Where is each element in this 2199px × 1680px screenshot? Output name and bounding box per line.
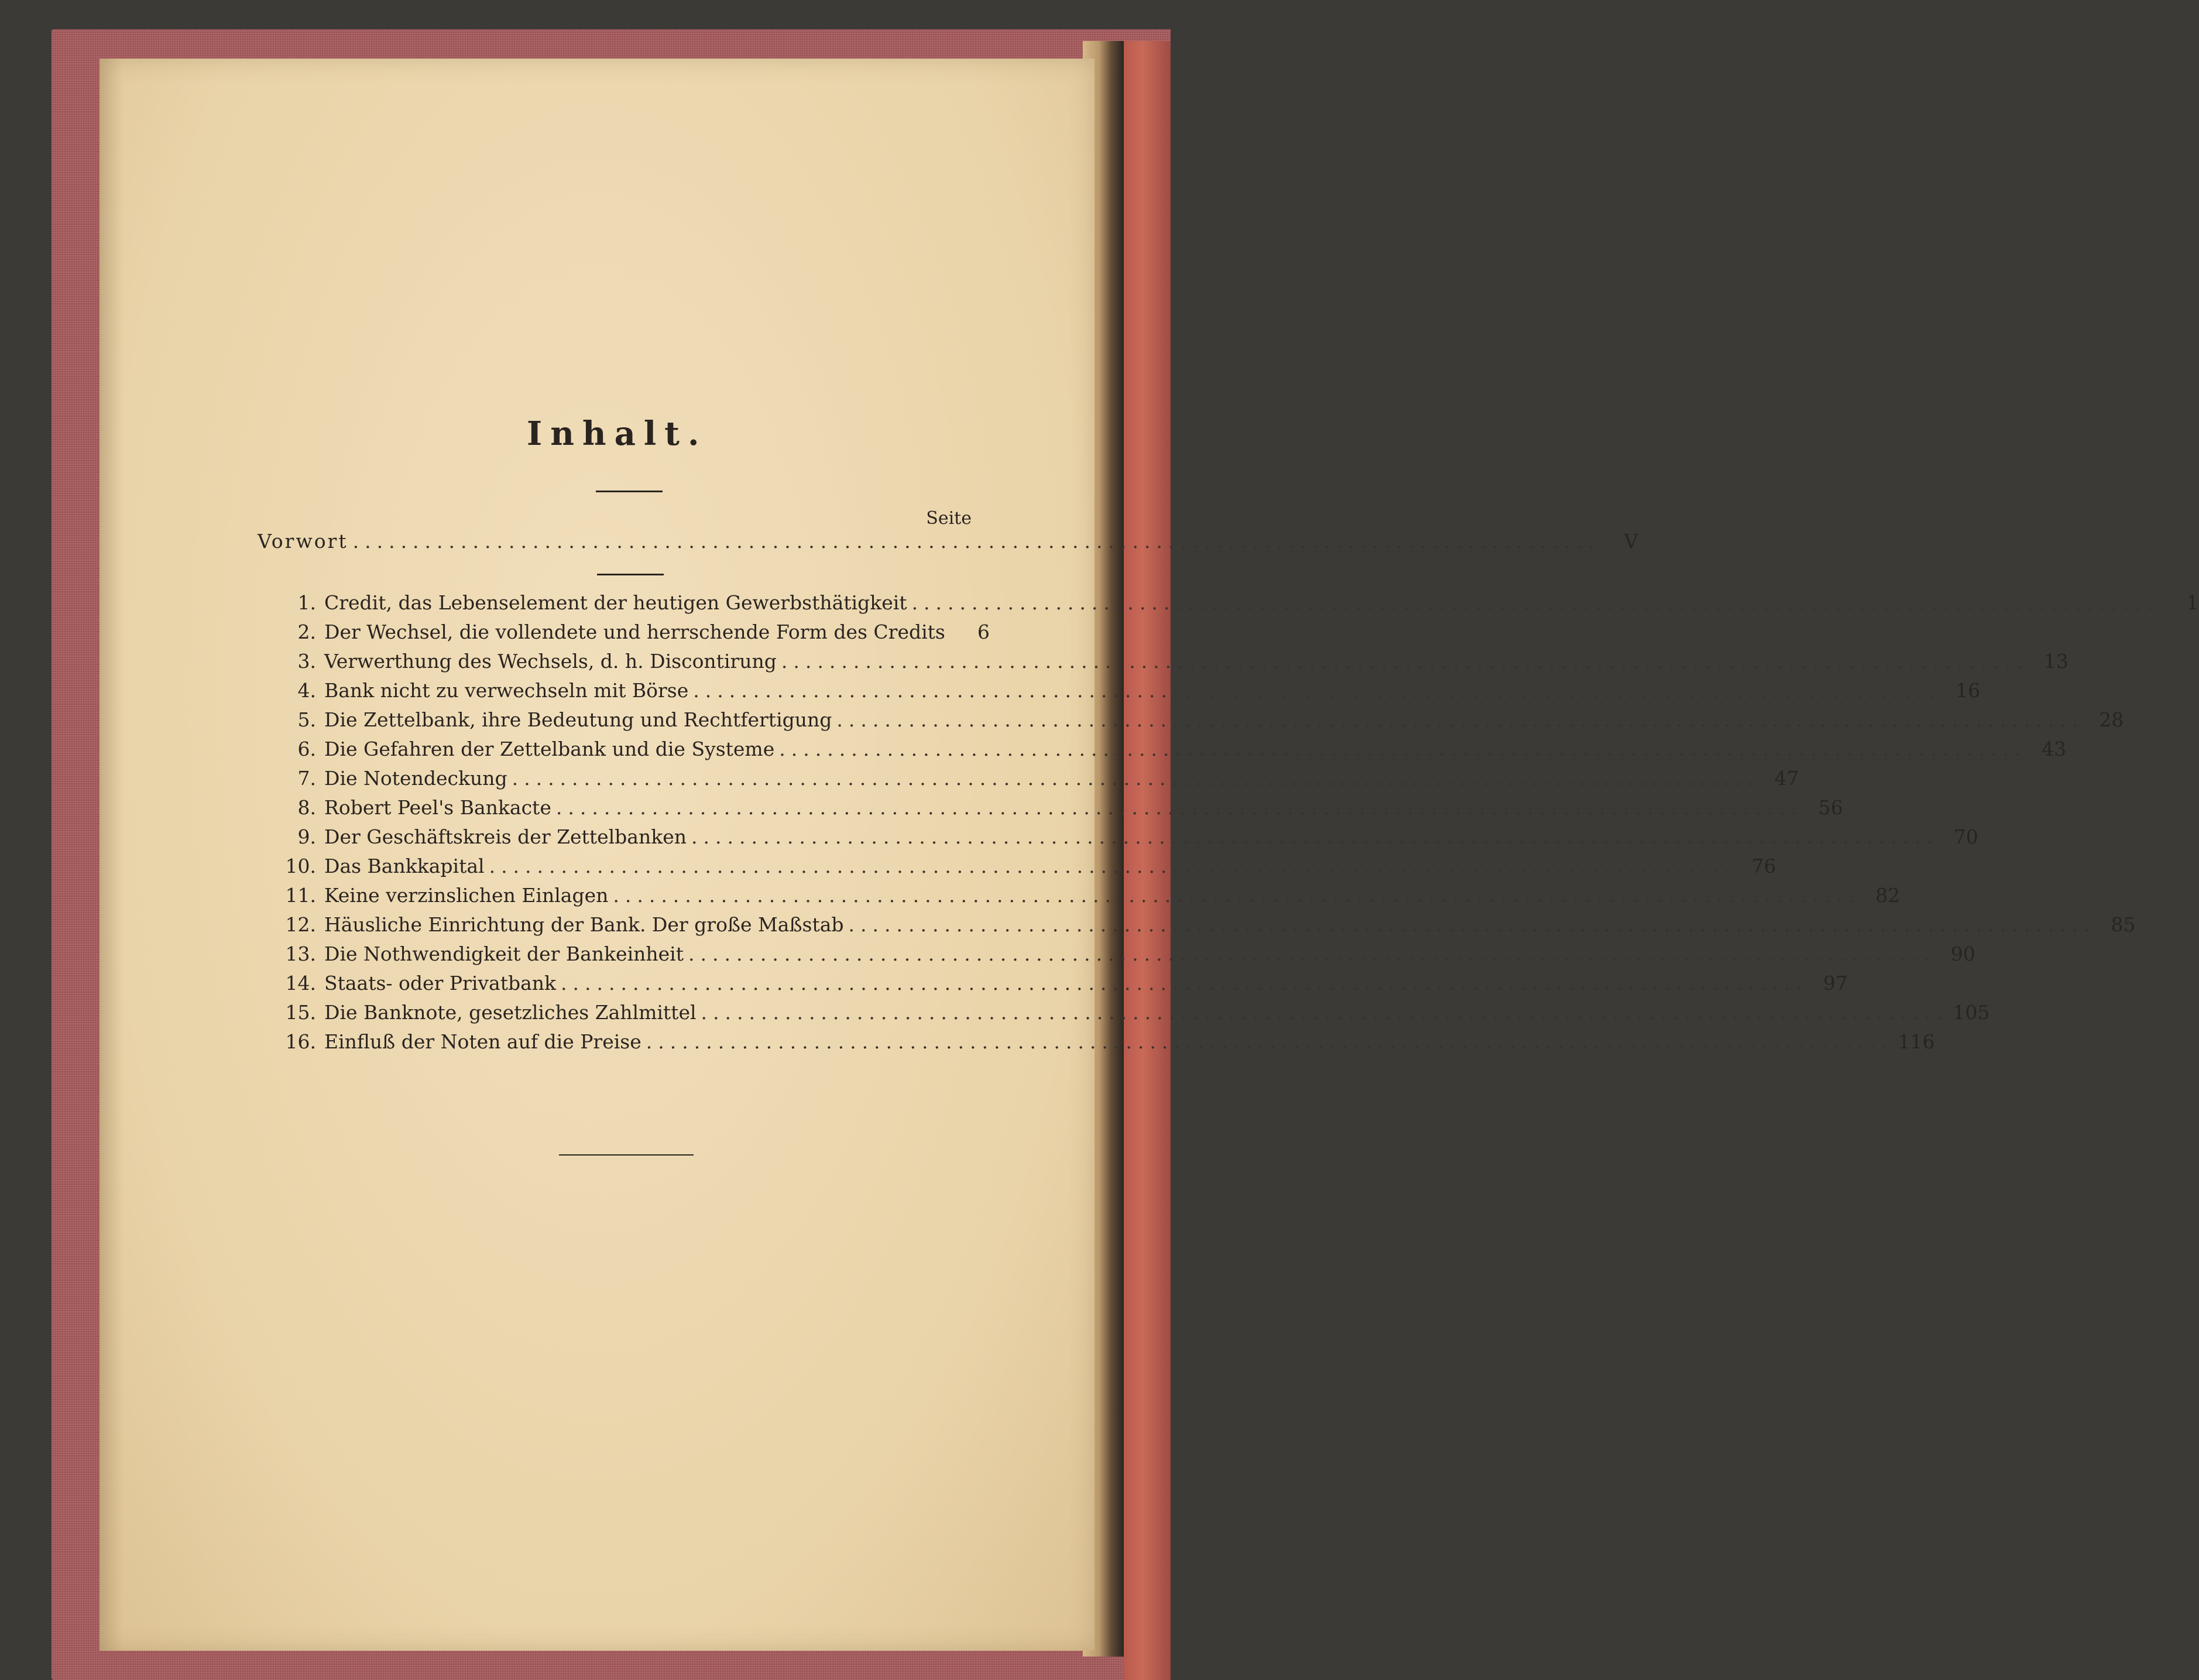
leader-dots: ........................................................................................................	[701, 1001, 1948, 1024]
entry-number: 9.	[297, 825, 316, 848]
entry-title: Die Notendeckung	[324, 767, 507, 790]
entry-number: 5.	[297, 708, 316, 731]
vorwort-title: Vorwort	[258, 530, 348, 553]
toc-entry	[258, 650, 2068, 678]
toc-entry	[258, 591, 2199, 619]
toc-entry	[258, 825, 1978, 853]
leader-dots: ........................................................................................................	[781, 650, 2029, 673]
leader-dots: ........................................................................................................	[561, 972, 1808, 995]
entry-page: 85	[2111, 913, 2136, 936]
leader-dots: ........................................................................................................	[489, 855, 1737, 877]
entry-page: 43	[2042, 738, 2067, 760]
leader-dots: ........................................................................................................	[352, 530, 1600, 553]
entry-title: Der Wechsel, die vollendete und herrschende Form des Credits	[324, 620, 945, 643]
entry-number: 16.	[285, 1030, 316, 1053]
entry-page: 16	[1956, 679, 1981, 702]
entry-title: Keine verzinslichen Einlagen	[324, 884, 609, 907]
leader-dots: ........................................................................................................	[512, 767, 1759, 790]
entry-title: Der Geschäftskreis der Zettelbanken	[324, 825, 687, 848]
entry-page: 28	[2099, 708, 2124, 731]
toc-entry	[258, 620, 990, 649]
toc-entry	[258, 884, 1900, 912]
title-rule	[596, 491, 663, 492]
entry-title: Die Zettelbank, ihre Bedeutung und Rechtfertigung	[324, 708, 832, 731]
toc-entry	[258, 855, 1776, 883]
entry-number: 3.	[297, 650, 316, 673]
toc-entry	[258, 972, 1848, 1000]
entry-number: 2.	[297, 620, 316, 643]
entry-title: Die Nothwendigkeit der Bankeinheit	[324, 942, 684, 965]
entry-title: Robert Peel's Bankacte	[324, 796, 551, 819]
entry-number: 11.	[285, 884, 316, 907]
leader-dots: ........................................................................................................	[646, 1030, 1893, 1053]
entry-page: 47	[1774, 767, 1799, 790]
entry-page: 97	[1823, 972, 1848, 995]
entry-title: Die Banknote, gesetzliches Zahlmittel	[324, 1001, 697, 1024]
entry-number: 7.	[297, 767, 316, 790]
entry-title: Credit, das Lebenselement der heutigen Gewerbsthätigkeit	[324, 591, 907, 614]
entry-page: 13	[2043, 650, 2068, 673]
entry-page: 76	[1751, 855, 1776, 877]
toc-entry	[258, 767, 1799, 795]
entry-number: 6.	[297, 738, 316, 760]
toc-entry	[258, 708, 2124, 736]
toc-entry	[258, 942, 1975, 971]
entry-page: 70	[1953, 825, 1978, 848]
entry-title: Häusliche Einrichtung der Bank. Der große Maßstab	[324, 913, 844, 936]
vorwort-page: V	[1624, 530, 1640, 553]
entry-page: 56	[1818, 796, 1843, 819]
entry-title: Staats- oder Privatbank	[324, 972, 556, 995]
vorwort-entry	[258, 530, 1640, 553]
entry-page: 90	[1950, 942, 1975, 965]
section-rule	[597, 574, 664, 575]
entry-number: 13.	[285, 942, 316, 965]
entry-page: 1	[2186, 591, 2199, 614]
toc-entry	[258, 1001, 1990, 1029]
entry-number: 8.	[297, 796, 316, 819]
entry-title: Einfluß der Noten auf die Preise	[324, 1030, 641, 1053]
leader-dots: ........................................................................................................	[691, 825, 1939, 848]
entry-page: 105	[1953, 1001, 1990, 1024]
entry-page: 116	[1898, 1030, 1935, 1053]
entry-title: Bank nicht zu verwechseln mit Börse	[324, 679, 689, 702]
leader-dots: ........................................................................................................	[693, 679, 1941, 702]
leader-dots: ........................................................................................................	[911, 591, 2159, 614]
leader-dots: ........................................................................................................	[836, 708, 2084, 731]
entry-number: 4.	[297, 679, 316, 702]
toc-entry	[258, 796, 1843, 824]
entry-title: Verwerthung des Wechsels, d. h. Discontirung	[324, 650, 777, 673]
toc-entry	[258, 913, 2136, 941]
entry-number: 1.	[297, 591, 316, 614]
toc-entry	[258, 1030, 1935, 1058]
entry-number: 14.	[285, 972, 316, 995]
leader-dots: ........................................................................................................	[848, 913, 2096, 936]
leader-dots: ........................................................................................................	[779, 738, 2027, 760]
entry-number: 15.	[285, 1001, 316, 1024]
page-title: Inhalt.	[527, 414, 708, 453]
entry-page: 82	[1875, 884, 1900, 907]
toc-entry	[258, 738, 2067, 766]
entry-number: 12.	[285, 913, 316, 936]
toc-entry	[258, 679, 1981, 707]
bottom-rule	[559, 1154, 694, 1156]
leader-dots: ........................................................................................................	[688, 942, 1936, 965]
entry-title: Die Gefahren der Zettelbank und die Systeme	[324, 738, 775, 760]
entry-title: Das Bankkapital	[324, 855, 485, 877]
leader-dots: ........................................................................................................	[555, 796, 1803, 819]
entry-page: 6	[977, 620, 990, 643]
leader-dots: ........................................................................................................	[613, 884, 1861, 907]
entry-number: 10.	[285, 855, 316, 877]
seite-label: Seite	[926, 508, 972, 529]
